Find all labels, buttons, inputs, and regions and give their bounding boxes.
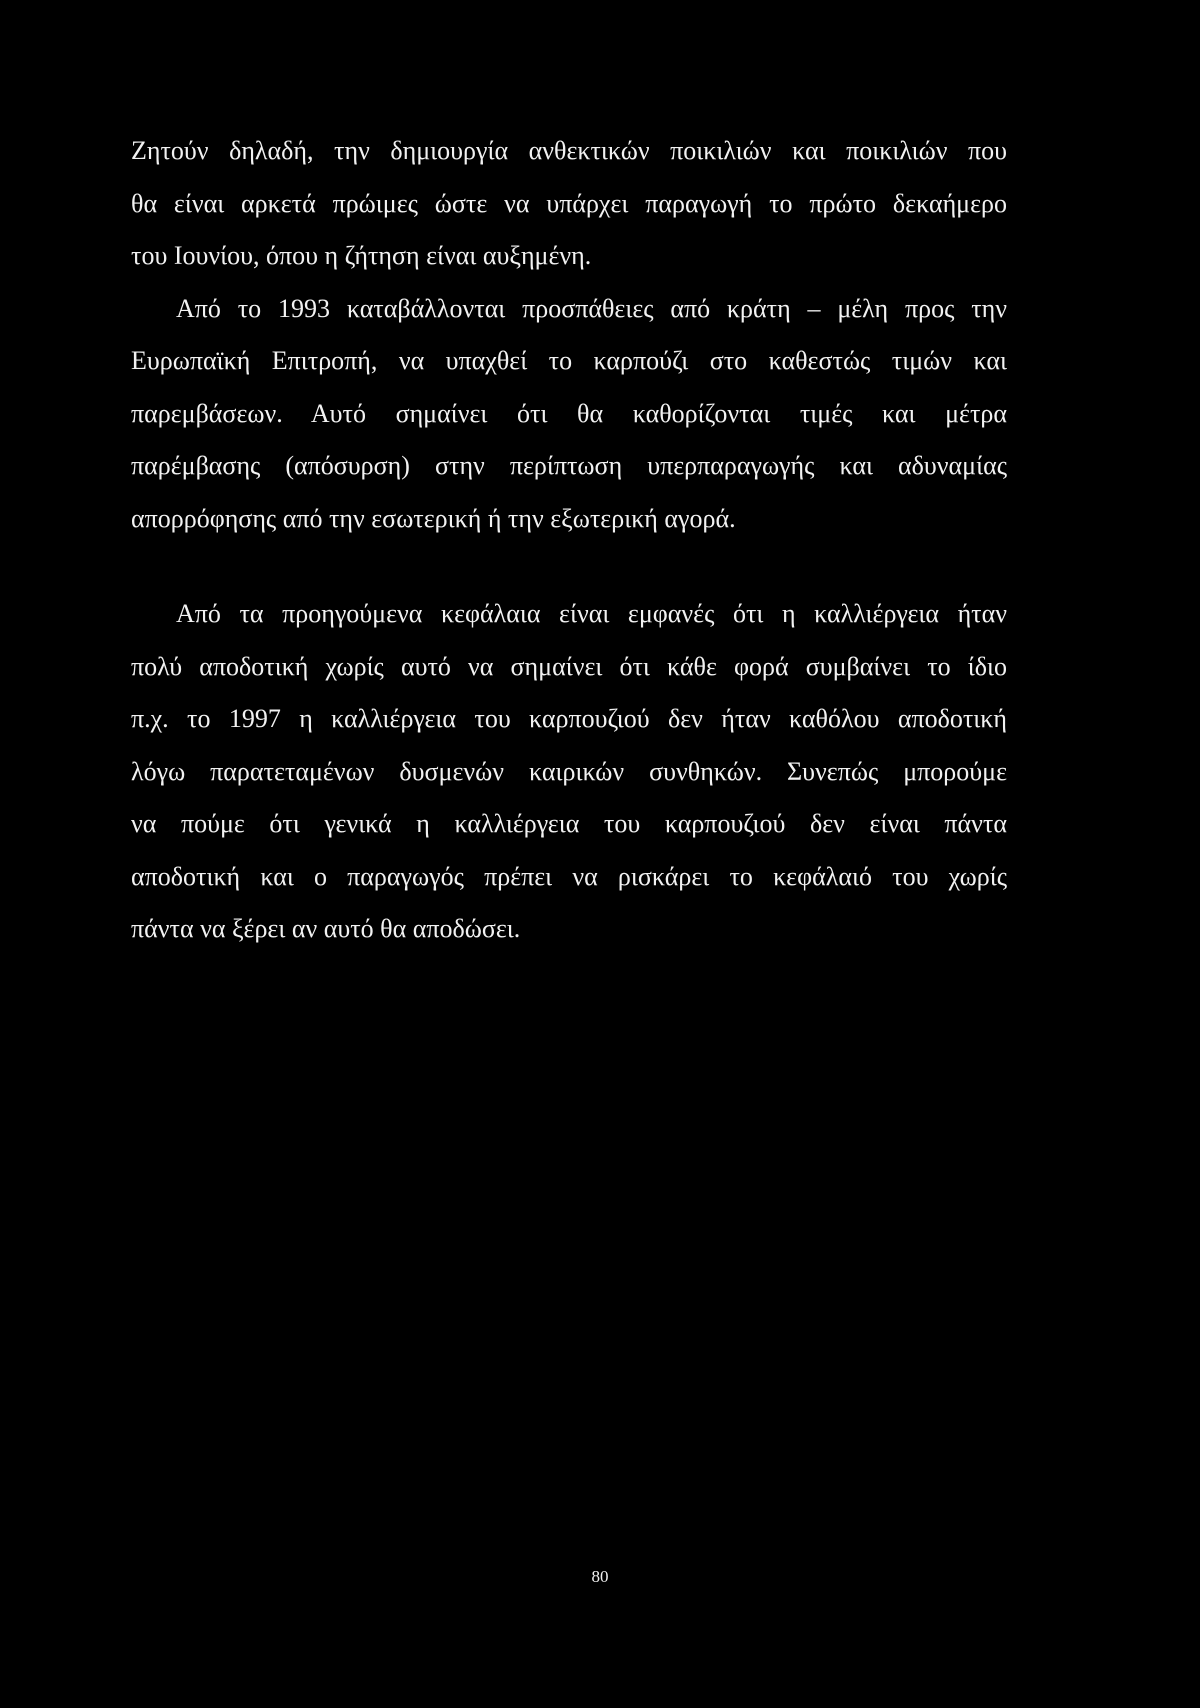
text-line: Από το 1993 καταβάλλονται προσπάθειες από κράτη – μέλη προς την bbox=[176, 293, 1007, 323]
text-line: παρέμβασης (απόσυρση) στην περίπτωση υπερπαραγωγής και αδυναμίας bbox=[131, 451, 1007, 480]
text-line: Ευρωπαϊκή Επιτροπή, να υπαχθεί το καρπούζι στο καθεστώς τιμών και bbox=[131, 346, 1007, 375]
text-line: αποδοτική και ο παραγωγός πρέπει να ρισκάρει το κεφάλαιό του χωρίς bbox=[131, 861, 1007, 891]
text-line: Ζητούν δηλαδή, την δημιουργία ανθεκτικών ποικιλιών και ποικιλιών που bbox=[131, 136, 1007, 165]
text-line: θα είναι αρκετά πρώιμες ώστε να υπάρχει παραγωγή το πρώτο δεκαήμερο bbox=[131, 188, 1007, 218]
text-line: πάντα να ξέρει αν αυτό θα αποδώσει. bbox=[131, 914, 521, 943]
text-line: πολύ αποδοτική χωρίς αυτό να σημαίνει ότι κάθε φορά συμβαίνει το ίδιο bbox=[131, 651, 1007, 681]
text-line: παρεμβάσεων. Αυτό σημαίνει ότι θα καθορίζονται τιμές και μέτρα bbox=[131, 398, 1007, 428]
text-line: π.χ. το 1997 η καλλιέργεια του καρπουζιού δεν ήταν καθόλου αποδοτική bbox=[131, 704, 1007, 733]
paragraph-spacer bbox=[131, 545, 1007, 588]
paragraph-2 bbox=[131, 283, 1007, 546]
text-line: απορρόφησης από την εσωτερική ή την εξωτερική αγορά. bbox=[131, 503, 736, 533]
text-line: Από τα προηγούμενα κεφάλαια είναι εμφανές ότι η καλλιέργεια ήταν bbox=[176, 599, 1007, 628]
paragraph-1 bbox=[131, 125, 1007, 283]
paragraph-3 bbox=[131, 588, 1007, 956]
text-line: του Ιουνίου, όπου η ζήτηση είναι αυξημένη. bbox=[131, 241, 592, 270]
document-body bbox=[131, 125, 1007, 956]
page-number: 80 bbox=[591, 1567, 609, 1586]
text-line: λόγω παρατεταμένων δυσμενών καιρικών συνθηκών. Συνεπώς μπορούμε bbox=[131, 756, 1007, 786]
text-line: να πούμε ότι γενικά η καλλιέργεια του καρπουζιού δεν είναι πάντα bbox=[131, 809, 1007, 838]
